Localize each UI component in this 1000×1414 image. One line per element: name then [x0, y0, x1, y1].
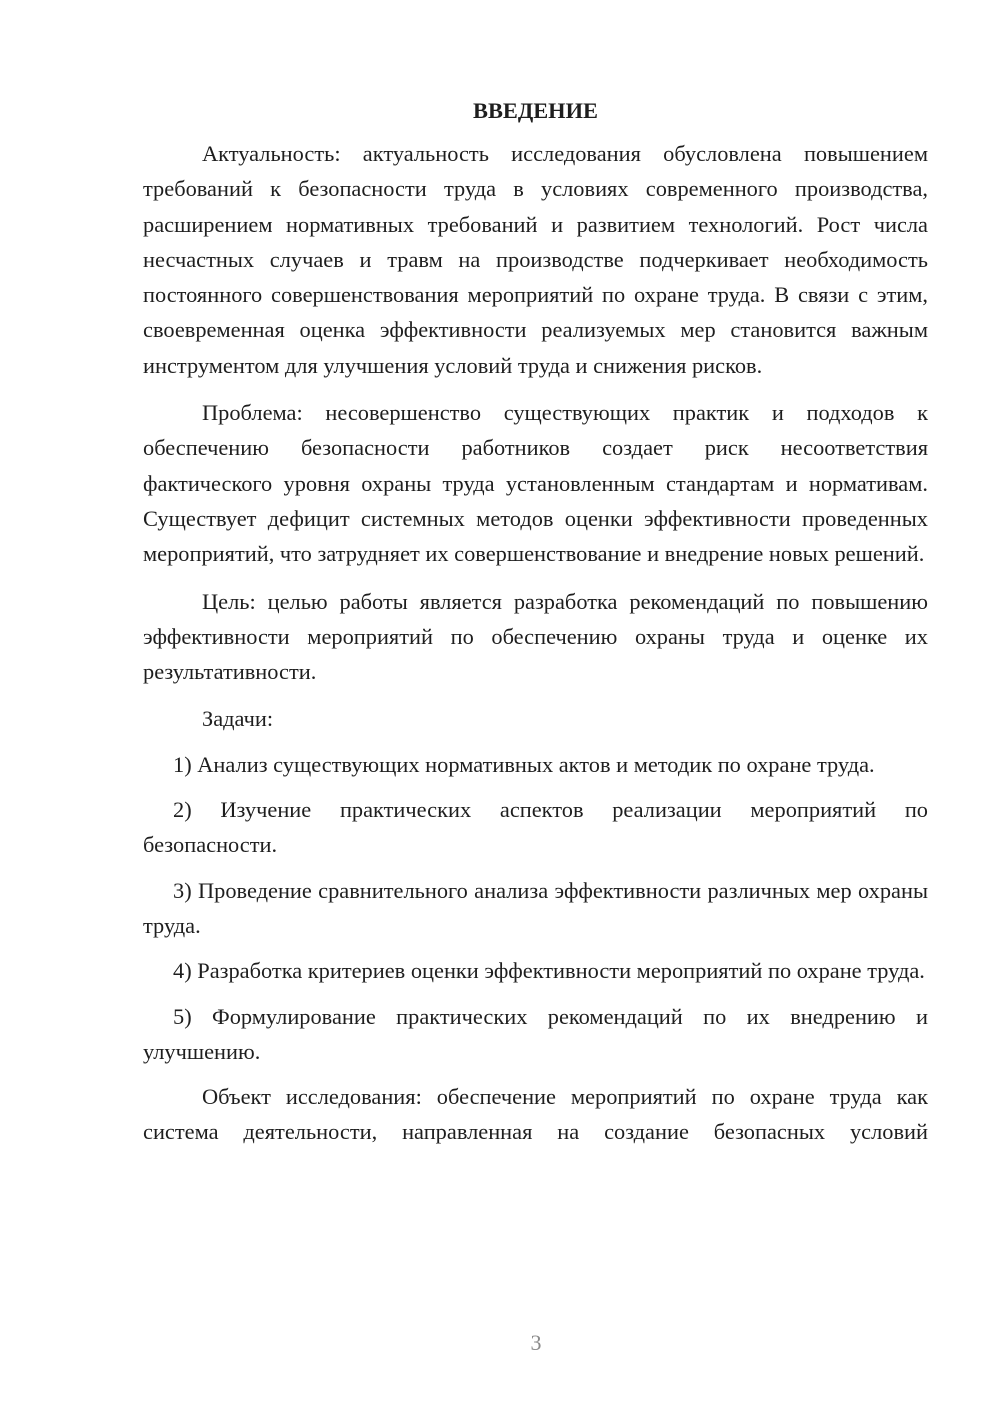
problem-paragraph: Проблема: несовершенство существующих практик и подходов к обеспечению безопасности работников создает риск несоответствия фактического уровня охраны труда установленным стандартам и нормативам. Существует дефицит системных методов оценки эффективности проведенных мероприятий, что затрудняет их совершенствование и внедрение новых решений.	[143, 400, 928, 567]
document-body	[143, 96, 928, 1150]
page-number: 3	[530, 1330, 542, 1355]
task-item: 1) Анализ существующих нормативных актов и методик по охране труда.	[173, 751, 875, 777]
tasks-list	[143, 747, 928, 1069]
task-item: 2) Изучение практических аспектов реализации мероприятий по безопасности.	[143, 797, 928, 858]
tasks-label: Задачи:	[202, 706, 274, 732]
relevance-paragraph: Актуальность: актуальность исследования обусловлена повышением требований к безопасности труда в условиях современного производства, расширением нормативных требований и развитием технологий. Рост числа несчастных случаев и травм на производстве подчеркивает необходимость постоянного совершенствования мероприятий по охране труда. В связи с этим, своевременная оценка эффективности реализуемых мер становится важным инструментом для улучшения условий труда и снижения рисков.	[143, 141, 928, 378]
task-item: 5) Формулирование практических рекомендаций по их внедрению и улучшению.	[143, 1003, 928, 1064]
goal-paragraph: Цель: целью работы является разработка рекомендаций по повышению эффективности мероприятий по обеспечению охраны труда и оценке их результативности.	[143, 588, 928, 685]
task-item: 3) Проведение сравнительного анализа эффективности различных мер охраны труда.	[143, 877, 928, 938]
section-title: ВВЕДЕНИЕ	[473, 98, 598, 123]
research-object-paragraph: Объект исследования: обеспечение мероприятий по охране труда как система деятельности, направленная на создание безопасных условий	[143, 1084, 928, 1145]
task-item: 4) Разработка критериев оценки эффективности мероприятий по охране труда.	[173, 958, 925, 984]
